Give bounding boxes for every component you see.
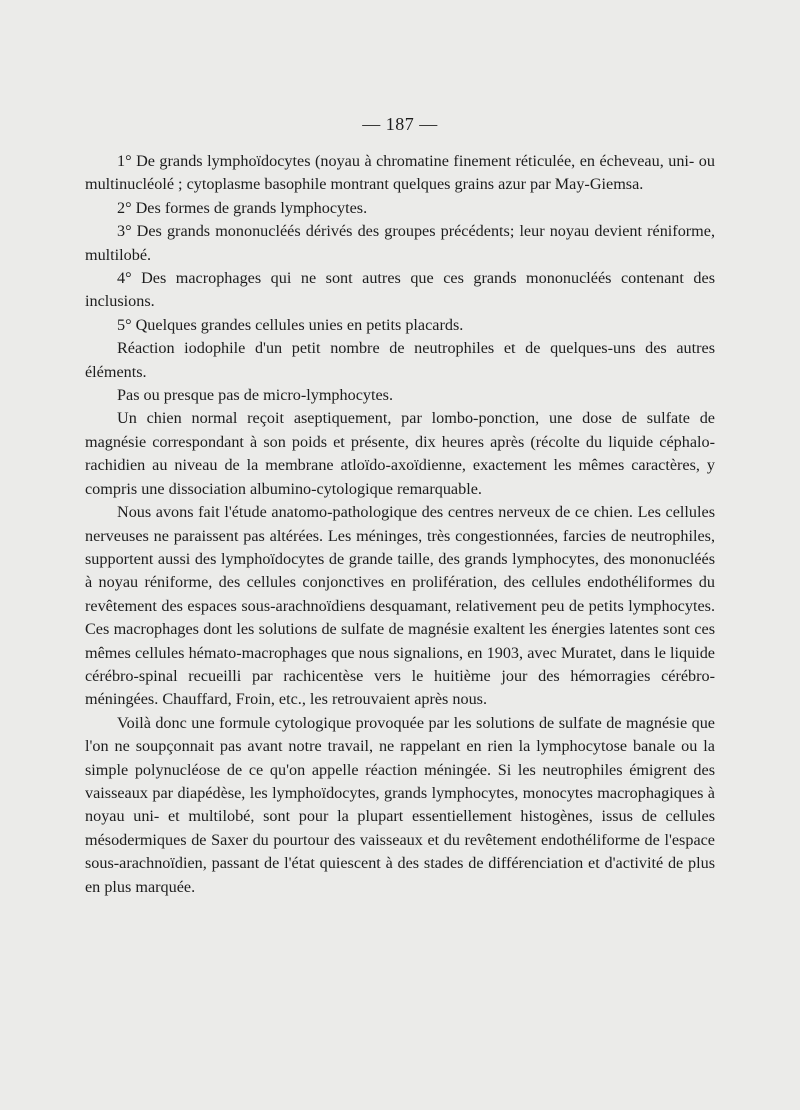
paragraph-iodophile: Réaction iodophile d'un petit nombre de neutrophiles et de quelques-uns des autres éléments. <box>85 339 715 381</box>
paragraph-item-5: 5° Quelques grandes cellules unies en petits placards. <box>117 315 464 334</box>
body-text <box>85 150 715 899</box>
page-number: — 187 — <box>362 114 438 134</box>
paragraph-anatomo-pathologique: Nous avons fait l'étude anatomo-pathologique des centres nerveux de ce chien. Les cellules nerveuses ne paraissent pas altérées. Les méninges, très congestionnées, farcies de neutrophiles, supportent aussi des lymphoïdocytes de grande taille, des grands lymphocytes, des mononucléés à noyau réniforme, des cellules conjonctives en prolifération, des cellules endothéliformes du revêtement des espaces sous-arachnoïdiens desquamant, relativement peu de petits lymphocytes. Ces macrophages dont les solutions de sulfate de magnésie exaltent les énergies latentes sont ces mêmes cellules hémato-macrophages que nous signalions, en 1903, avec Muratet, dans le liquide cérébro-spinal recueilli par rachicentèse vers le huitième jour des hémorragies cérébro-méningées. Chauffard, Froin, etc., les retrouvaient après nous. <box>85 503 715 709</box>
paragraph-formule-cytologique: Voilà donc une formule cytologique provoquée par les solutions de sulfate de magnésie que l'on ne soupçonnait pas avant notre travail, ne rappelant en rien la lymphocytose banale ou la simple polynucléose de ce qu'on appelle réaction méningée. Si les neutrophiles émigrent des vaisseaux par diapédèse, les lymphoïdocytes, grands lymphocytes, monocytes macrophagiques à noyau uni- et multilobé, sont pour la plupart essentiellement histogènes, issus de cellules mésodermiques de Saxer du pourtour des vaisseaux et du revêtement endothéliforme de l'espace sous-arachnoïdien, passant de l'état quiescent à des stades de différenciation et d'activité de plus en plus marquée. <box>85 713 715 896</box>
paragraph-item-3: 3° Des grands mononucléés dérivés des groupes précédents; leur noyau devient réniforme, multilobé. <box>85 222 715 264</box>
paragraph-item-1: 1° De grands lymphoïdocytes (noyau à chromatine finement réticulée, en écheveau, uni- ou multinucléolé ; cytoplasme basophile montrant quelques grains azur par May-Giemsa. <box>85 152 715 194</box>
paragraph-chien-normal: Un chien normal reçoit aseptiquement, par lombo-ponction, une dose de sulfate de magnésie correspondant à son poids et présente, dix heures après (récolte du liquide céphalo-rachidien au niveau de la membrane atloïdo-axoïdienne, exactement les mêmes caractères, y compris une dissociation albumino-cytologique remarquable. <box>85 409 715 498</box>
paragraph-micro-lymphocytes: Pas ou presque pas de micro-lymphocytes. <box>117 386 394 405</box>
paragraph-item-4: 4° Des macrophages qui ne sont autres que ces grands mononucléés contenant des inclusions. <box>85 269 715 311</box>
paragraph-item-2: 2° Des formes de grands lymphocytes. <box>117 198 368 217</box>
